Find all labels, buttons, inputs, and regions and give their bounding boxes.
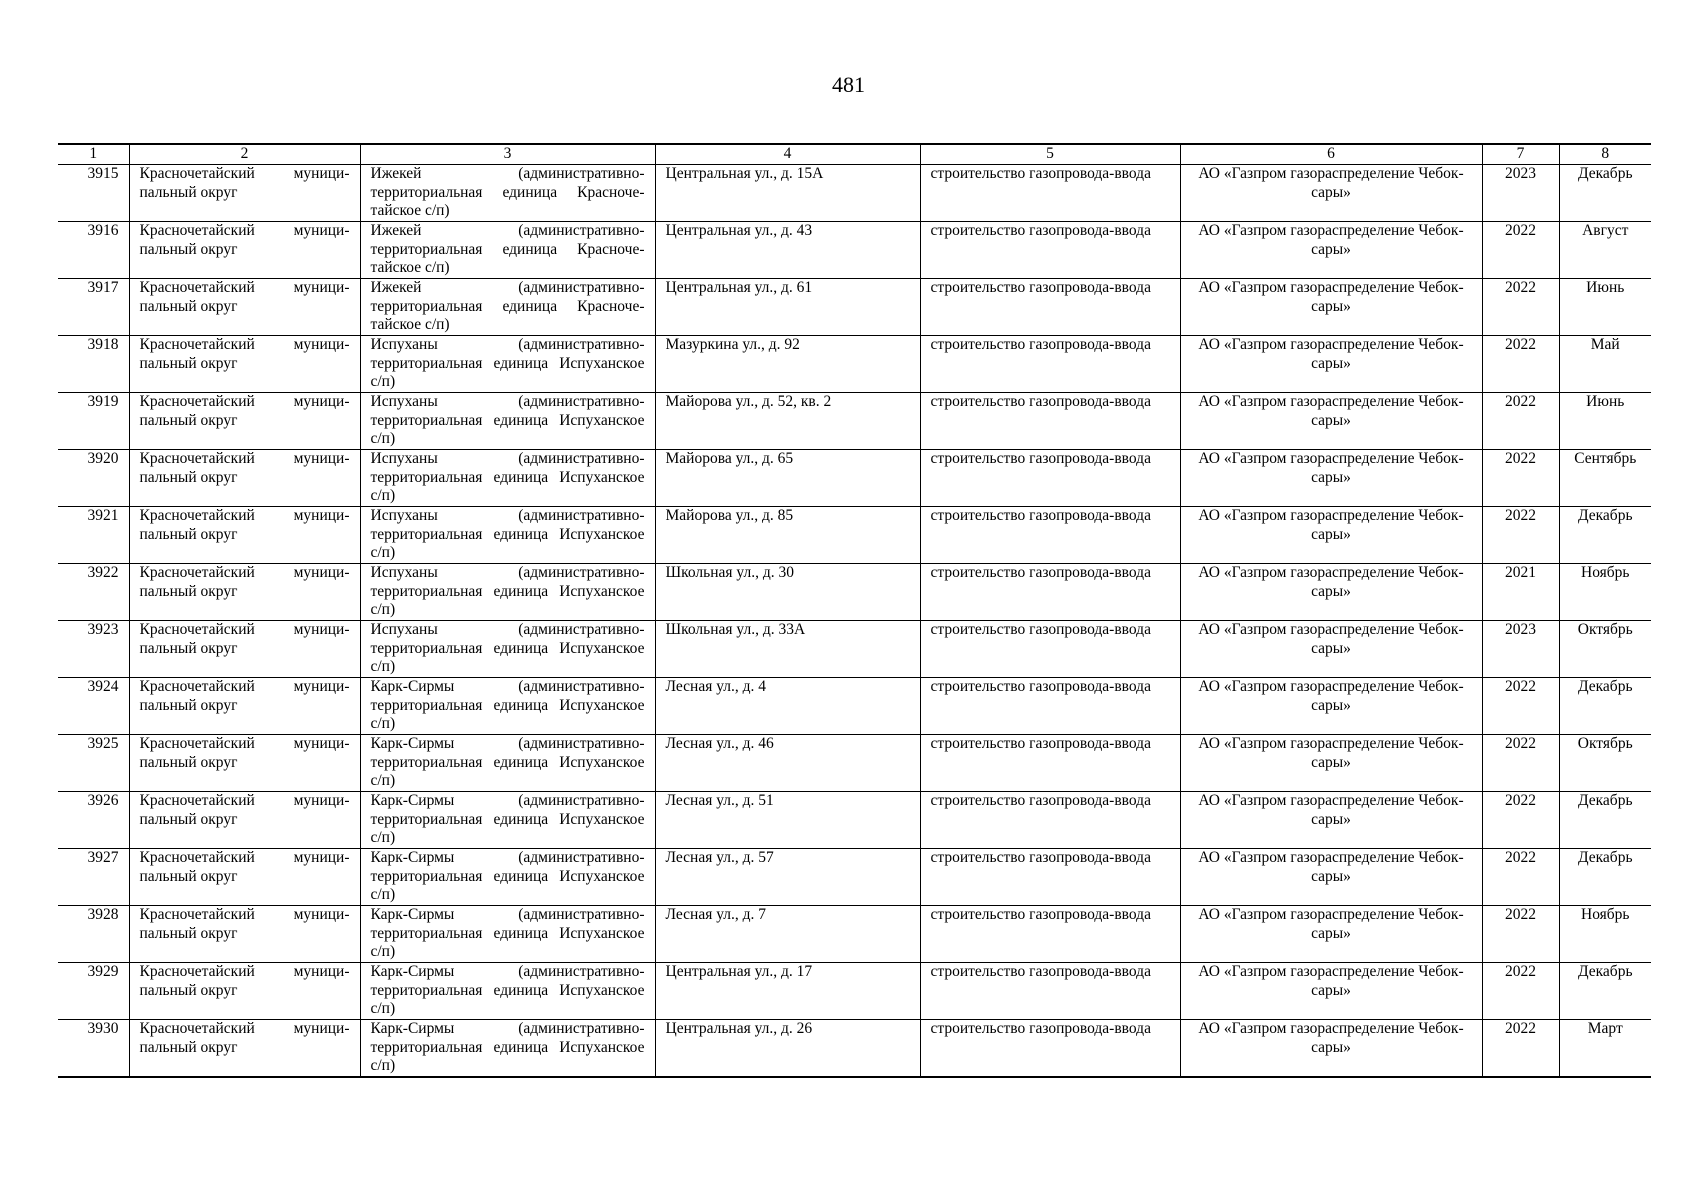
month-cell: Март: [1559, 1020, 1651, 1077]
table-row: [58, 393, 1651, 450]
address-cell: Лесная ул., д. 4: [655, 678, 920, 735]
row-number-cell: 3927: [58, 849, 129, 906]
address-cell: Центральная ул., д. 17: [655, 963, 920, 1020]
year-cell: 2021: [1482, 564, 1559, 621]
month-cell: Октябрь: [1559, 621, 1651, 678]
table-row: [58, 792, 1651, 849]
work-type-cell: строительство газопровода-ввода: [920, 507, 1180, 564]
row-number-cell: 3920: [58, 450, 129, 507]
locality-cell: Карк-Сирмы (административно-территориальная единица Испуханское с/п): [360, 678, 655, 735]
district-cell: Красночетайский муници-пальный округ: [129, 450, 360, 507]
work-type-cell: строительство газопровода-ввода: [920, 450, 1180, 507]
year-cell: 2022: [1482, 792, 1559, 849]
work-type-cell: строительство газопровода-ввода: [920, 393, 1180, 450]
month-cell: Июнь: [1559, 393, 1651, 450]
organization-cell: АО «Газпром газораспределение Чебок-сары»: [1180, 393, 1482, 450]
address-cell: Центральная ул., д. 15А: [655, 165, 920, 222]
row-number-cell: 3922: [58, 564, 129, 621]
work-type-cell: строительство газопровода-ввода: [920, 963, 1180, 1020]
organization-cell: АО «Газпром газораспределение Чебок-сары»: [1180, 621, 1482, 678]
year-cell: 2022: [1482, 279, 1559, 336]
row-number-cell: 3926: [58, 792, 129, 849]
district-cell: Красночетайский муници-пальный округ: [129, 678, 360, 735]
year-cell: 2022: [1482, 393, 1559, 450]
column-header: 7: [1482, 144, 1559, 165]
district-cell: Красночетайский муници-пальный округ: [129, 963, 360, 1020]
locality-cell: Испуханы (административно-территориальная единица Испуханское с/п): [360, 450, 655, 507]
table-row: [58, 678, 1651, 735]
address-cell: Центральная ул., д. 43: [655, 222, 920, 279]
table-row: [58, 279, 1651, 336]
table-row: [58, 165, 1651, 222]
month-cell: Декабрь: [1559, 963, 1651, 1020]
district-cell: Красночетайский муници-пальный округ: [129, 165, 360, 222]
work-type-cell: строительство газопровода-ввода: [920, 279, 1180, 336]
year-cell: 2023: [1482, 621, 1559, 678]
organization-cell: АО «Газпром газораспределение Чебок-сары»: [1180, 849, 1482, 906]
district-cell: Красночетайский муници-пальный округ: [129, 621, 360, 678]
organization-cell: АО «Газпром газораспределение Чебок-сары»: [1180, 1020, 1482, 1077]
address-cell: Школьная ул., д. 30: [655, 564, 920, 621]
district-cell: Красночетайский муници-пальный округ: [129, 564, 360, 621]
table-row: [58, 450, 1651, 507]
district-cell: Красночетайский муници-пальный округ: [129, 735, 360, 792]
row-number-cell: 3916: [58, 222, 129, 279]
month-cell: Декабрь: [1559, 507, 1651, 564]
table-row: [58, 222, 1651, 279]
work-type-cell: строительство газопровода-ввода: [920, 165, 1180, 222]
district-cell: Красночетайский муници-пальный округ: [129, 849, 360, 906]
locality-cell: Карк-Сирмы (административно-территориальная единица Испуханское с/п): [360, 849, 655, 906]
column-header: 3: [360, 144, 655, 165]
district-cell: Красночетайский муници-пальный округ: [129, 1020, 360, 1077]
organization-cell: АО «Газпром газораспределение Чебок-сары»: [1180, 279, 1482, 336]
table-row: [58, 336, 1651, 393]
locality-cell: Испуханы (административно-территориальная единица Испуханское с/п): [360, 393, 655, 450]
locality-cell: Карк-Сирмы (административно-территориальная единица Испуханское с/п): [360, 963, 655, 1020]
column-header: 8: [1559, 144, 1651, 165]
work-type-cell: строительство газопровода-ввода: [920, 1020, 1180, 1077]
organization-cell: АО «Газпром газораспределение Чебок-сары»: [1180, 336, 1482, 393]
row-number-cell: 3917: [58, 279, 129, 336]
address-cell: Лесная ул., д. 46: [655, 735, 920, 792]
year-cell: 2022: [1482, 336, 1559, 393]
district-cell: Красночетайский муници-пальный округ: [129, 393, 360, 450]
address-cell: Лесная ул., д. 51: [655, 792, 920, 849]
locality-cell: Испуханы (административно-территориальная единица Испуханское с/п): [360, 564, 655, 621]
locality-cell: Карк-Сирмы (административно-территориальная единица Испуханское с/п): [360, 735, 655, 792]
locality-cell: Карк-Сирмы (административно-территориальная единица Испуханское с/п): [360, 792, 655, 849]
locality-cell: Испуханы (административно-территориальная единица Испуханское с/п): [360, 507, 655, 564]
column-header: 5: [920, 144, 1180, 165]
data-table: [58, 143, 1651, 1078]
organization-cell: АО «Газпром газораспределение Чебок-сары»: [1180, 963, 1482, 1020]
work-type-cell: строительство газопровода-ввода: [920, 564, 1180, 621]
organization-cell: АО «Газпром газораспределение Чебок-сары»: [1180, 735, 1482, 792]
row-number-cell: 3919: [58, 393, 129, 450]
address-cell: Мазуркина ул., д. 92: [655, 336, 920, 393]
month-cell: Декабрь: [1559, 165, 1651, 222]
header-row: [58, 144, 1651, 165]
address-cell: Центральная ул., д. 61: [655, 279, 920, 336]
work-type-cell: строительство газопровода-ввода: [920, 792, 1180, 849]
month-cell: Август: [1559, 222, 1651, 279]
address-cell: Майорова ул., д. 65: [655, 450, 920, 507]
work-type-cell: строительство газопровода-ввода: [920, 678, 1180, 735]
year-cell: 2022: [1482, 507, 1559, 564]
table-row: [58, 1020, 1651, 1077]
month-cell: Ноябрь: [1559, 564, 1651, 621]
district-cell: Красночетайский муници-пальный округ: [129, 336, 360, 393]
district-cell: Красночетайский муници-пальный округ: [129, 906, 360, 963]
year-cell: 2022: [1482, 906, 1559, 963]
month-cell: Октябрь: [1559, 735, 1651, 792]
year-cell: 2022: [1482, 450, 1559, 507]
row-number-cell: 3928: [58, 906, 129, 963]
table-row: [58, 621, 1651, 678]
month-cell: Ноябрь: [1559, 906, 1651, 963]
locality-cell: Испуханы (административно-территориальная единица Испуханское с/п): [360, 336, 655, 393]
row-number-cell: 3925: [58, 735, 129, 792]
page-number: 481: [832, 72, 865, 97]
work-type-cell: строительство газопровода-ввода: [920, 222, 1180, 279]
year-cell: 2022: [1482, 678, 1559, 735]
month-cell: Июнь: [1559, 279, 1651, 336]
locality-cell: Ижекей (административно-территориальная единица Красноче-тайское с/п): [360, 279, 655, 336]
organization-cell: АО «Газпром газораспределение Чебок-сары»: [1180, 222, 1482, 279]
work-type-cell: строительство газопровода-ввода: [920, 336, 1180, 393]
organization-cell: АО «Газпром газораспределение Чебок-сары»: [1180, 165, 1482, 222]
year-cell: 2022: [1482, 735, 1559, 792]
month-cell: Декабрь: [1559, 678, 1651, 735]
column-header: 1: [58, 144, 129, 165]
organization-cell: АО «Газпром газораспределение Чебок-сары»: [1180, 507, 1482, 564]
table-row: [58, 507, 1651, 564]
row-number-cell: 3924: [58, 678, 129, 735]
table-body: [58, 165, 1651, 1077]
row-number-cell: 3915: [58, 165, 129, 222]
table-row: [58, 735, 1651, 792]
row-number-cell: 3918: [58, 336, 129, 393]
locality-cell: Ижекей (административно-территориальная единица Красноче-тайское с/п): [360, 165, 655, 222]
year-cell: 2022: [1482, 963, 1559, 1020]
row-number-cell: 3921: [58, 507, 129, 564]
organization-cell: АО «Газпром газораспределение Чебок-сары»: [1180, 450, 1482, 507]
work-type-cell: строительство газопровода-ввода: [920, 735, 1180, 792]
locality-cell: Ижекей (административно-территориальная единица Красноче-тайское с/п): [360, 222, 655, 279]
row-number-cell: 3929: [58, 963, 129, 1020]
column-header: 2: [129, 144, 360, 165]
work-type-cell: строительство газопровода-ввода: [920, 621, 1180, 678]
year-cell: 2022: [1482, 849, 1559, 906]
district-cell: Красночетайский муници-пальный округ: [129, 792, 360, 849]
address-cell: Майорова ул., д. 85: [655, 507, 920, 564]
year-cell: 2022: [1482, 1020, 1559, 1077]
district-cell: Красночетайский муници-пальный округ: [129, 222, 360, 279]
organization-cell: АО «Газпром газораспределение Чебок-сары»: [1180, 906, 1482, 963]
table-row: [58, 564, 1651, 621]
column-header: 6: [1180, 144, 1482, 165]
column-header: 4: [655, 144, 920, 165]
district-cell: Красночетайский муници-пальный округ: [129, 279, 360, 336]
work-type-cell: строительство газопровода-ввода: [920, 849, 1180, 906]
address-cell: Лесная ул., д. 57: [655, 849, 920, 906]
table-row: [58, 963, 1651, 1020]
year-cell: 2023: [1482, 165, 1559, 222]
table-row: [58, 849, 1651, 906]
address-cell: Центральная ул., д. 26: [655, 1020, 920, 1077]
row-number-cell: 3930: [58, 1020, 129, 1077]
district-cell: Красночетайский муници-пальный округ: [129, 507, 360, 564]
organization-cell: АО «Газпром газораспределение Чебок-сары»: [1180, 792, 1482, 849]
address-cell: Школьная ул., д. 33А: [655, 621, 920, 678]
month-cell: Декабрь: [1559, 849, 1651, 906]
row-number-cell: 3923: [58, 621, 129, 678]
organization-cell: АО «Газпром газораспределение Чебок-сары»: [1180, 564, 1482, 621]
locality-cell: Испуханы (административно-территориальная единица Испуханское с/п): [360, 621, 655, 678]
table-row: [58, 906, 1651, 963]
year-cell: 2022: [1482, 222, 1559, 279]
month-cell: Май: [1559, 336, 1651, 393]
work-type-cell: строительство газопровода-ввода: [920, 906, 1180, 963]
organization-cell: АО «Газпром газораспределение Чебок-сары»: [1180, 678, 1482, 735]
month-cell: Сентябрь: [1559, 450, 1651, 507]
address-cell: Лесная ул., д. 7: [655, 906, 920, 963]
month-cell: Декабрь: [1559, 792, 1651, 849]
locality-cell: Карк-Сирмы (административно-территориальная единица Испуханское с/п): [360, 1020, 655, 1077]
address-cell: Майорова ул., д. 52, кв. 2: [655, 393, 920, 450]
locality-cell: Карк-Сирмы (административно-территориальная единица Испуханское с/п): [360, 906, 655, 963]
